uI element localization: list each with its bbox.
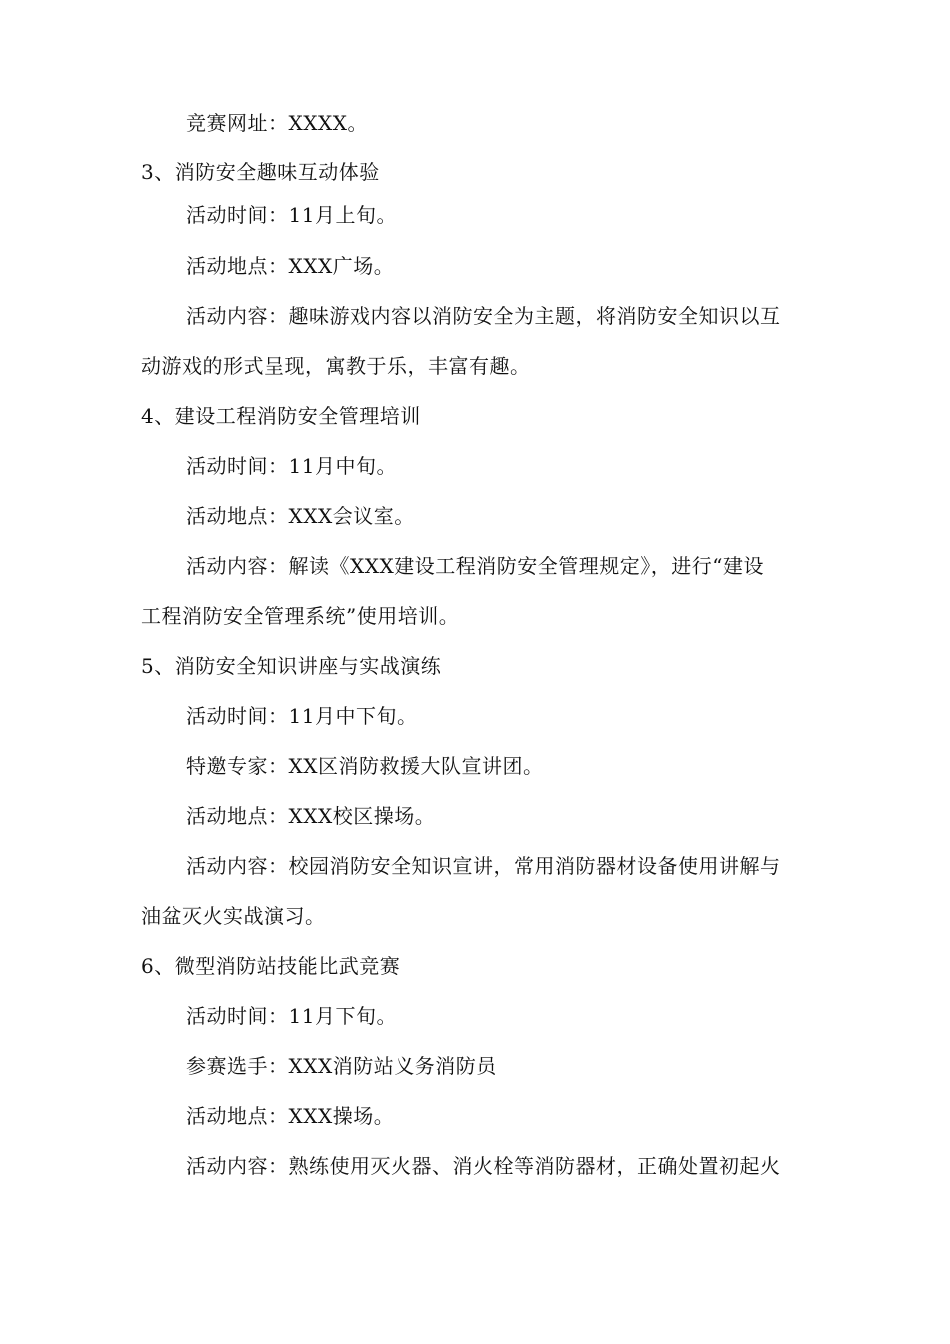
activity-content-line: 活动内容：解读《XXX建设工程消防安全管理规定》，进行“建设 bbox=[186, 554, 764, 578]
activity-location-line: 活动地点：XXX操场。 bbox=[186, 1104, 395, 1128]
activity-time-line: 活动时间：11月中旬。 bbox=[186, 454, 397, 478]
activity-content-continuation: 油盆灭火实战演习。 bbox=[141, 904, 326, 928]
activity-location-line: 活动地点：XXX会议室。 bbox=[186, 504, 415, 528]
section-4-heading: 4、建设工程消防安全管理培训 bbox=[141, 404, 421, 428]
activity-location-line: 活动地点：XXX校区操场。 bbox=[186, 804, 436, 828]
activity-content-continuation: 动游戏的形式呈现，寓教于乐，丰富有趣。 bbox=[141, 354, 531, 378]
activity-content-line: 活动内容：校园消防安全知识宣讲，常用消防器材设备使用讲解与 bbox=[186, 854, 781, 878]
section-3-heading: 3、消防安全趣味互动体验 bbox=[141, 160, 380, 184]
activity-location-line: 活动地点：XXX广场。 bbox=[186, 254, 395, 278]
activity-content-continuation: 工程消防安全管理系统”使用培训。 bbox=[141, 604, 460, 628]
activity-content-line: 活动内容：趣味游戏内容以消防安全为主题，将消防安全知识以互 bbox=[186, 304, 781, 328]
section-6-heading: 6、微型消防站技能比武竞赛 bbox=[141, 954, 401, 978]
contest-url-line: 竞赛网址：XXXX。 bbox=[186, 111, 368, 135]
section-5-heading: 5、消防安全知识讲座与实战演练 bbox=[141, 654, 442, 678]
activity-content-line: 活动内容：熟练使用灭火器、消火栓等消防器材，正确处置初起火 bbox=[186, 1154, 781, 1178]
activity-time-line: 活动时间：11月上旬。 bbox=[186, 203, 397, 227]
guest-expert-line: 特邀专家：XX区消防救援大队宣讲团。 bbox=[186, 754, 544, 778]
activity-time-line: 活动时间：11月下旬。 bbox=[186, 1004, 397, 1028]
activity-time-line: 活动时间：11月中下旬。 bbox=[186, 704, 418, 728]
participants-line: 参赛选手：XXX消防站义务消防员 bbox=[186, 1054, 497, 1078]
